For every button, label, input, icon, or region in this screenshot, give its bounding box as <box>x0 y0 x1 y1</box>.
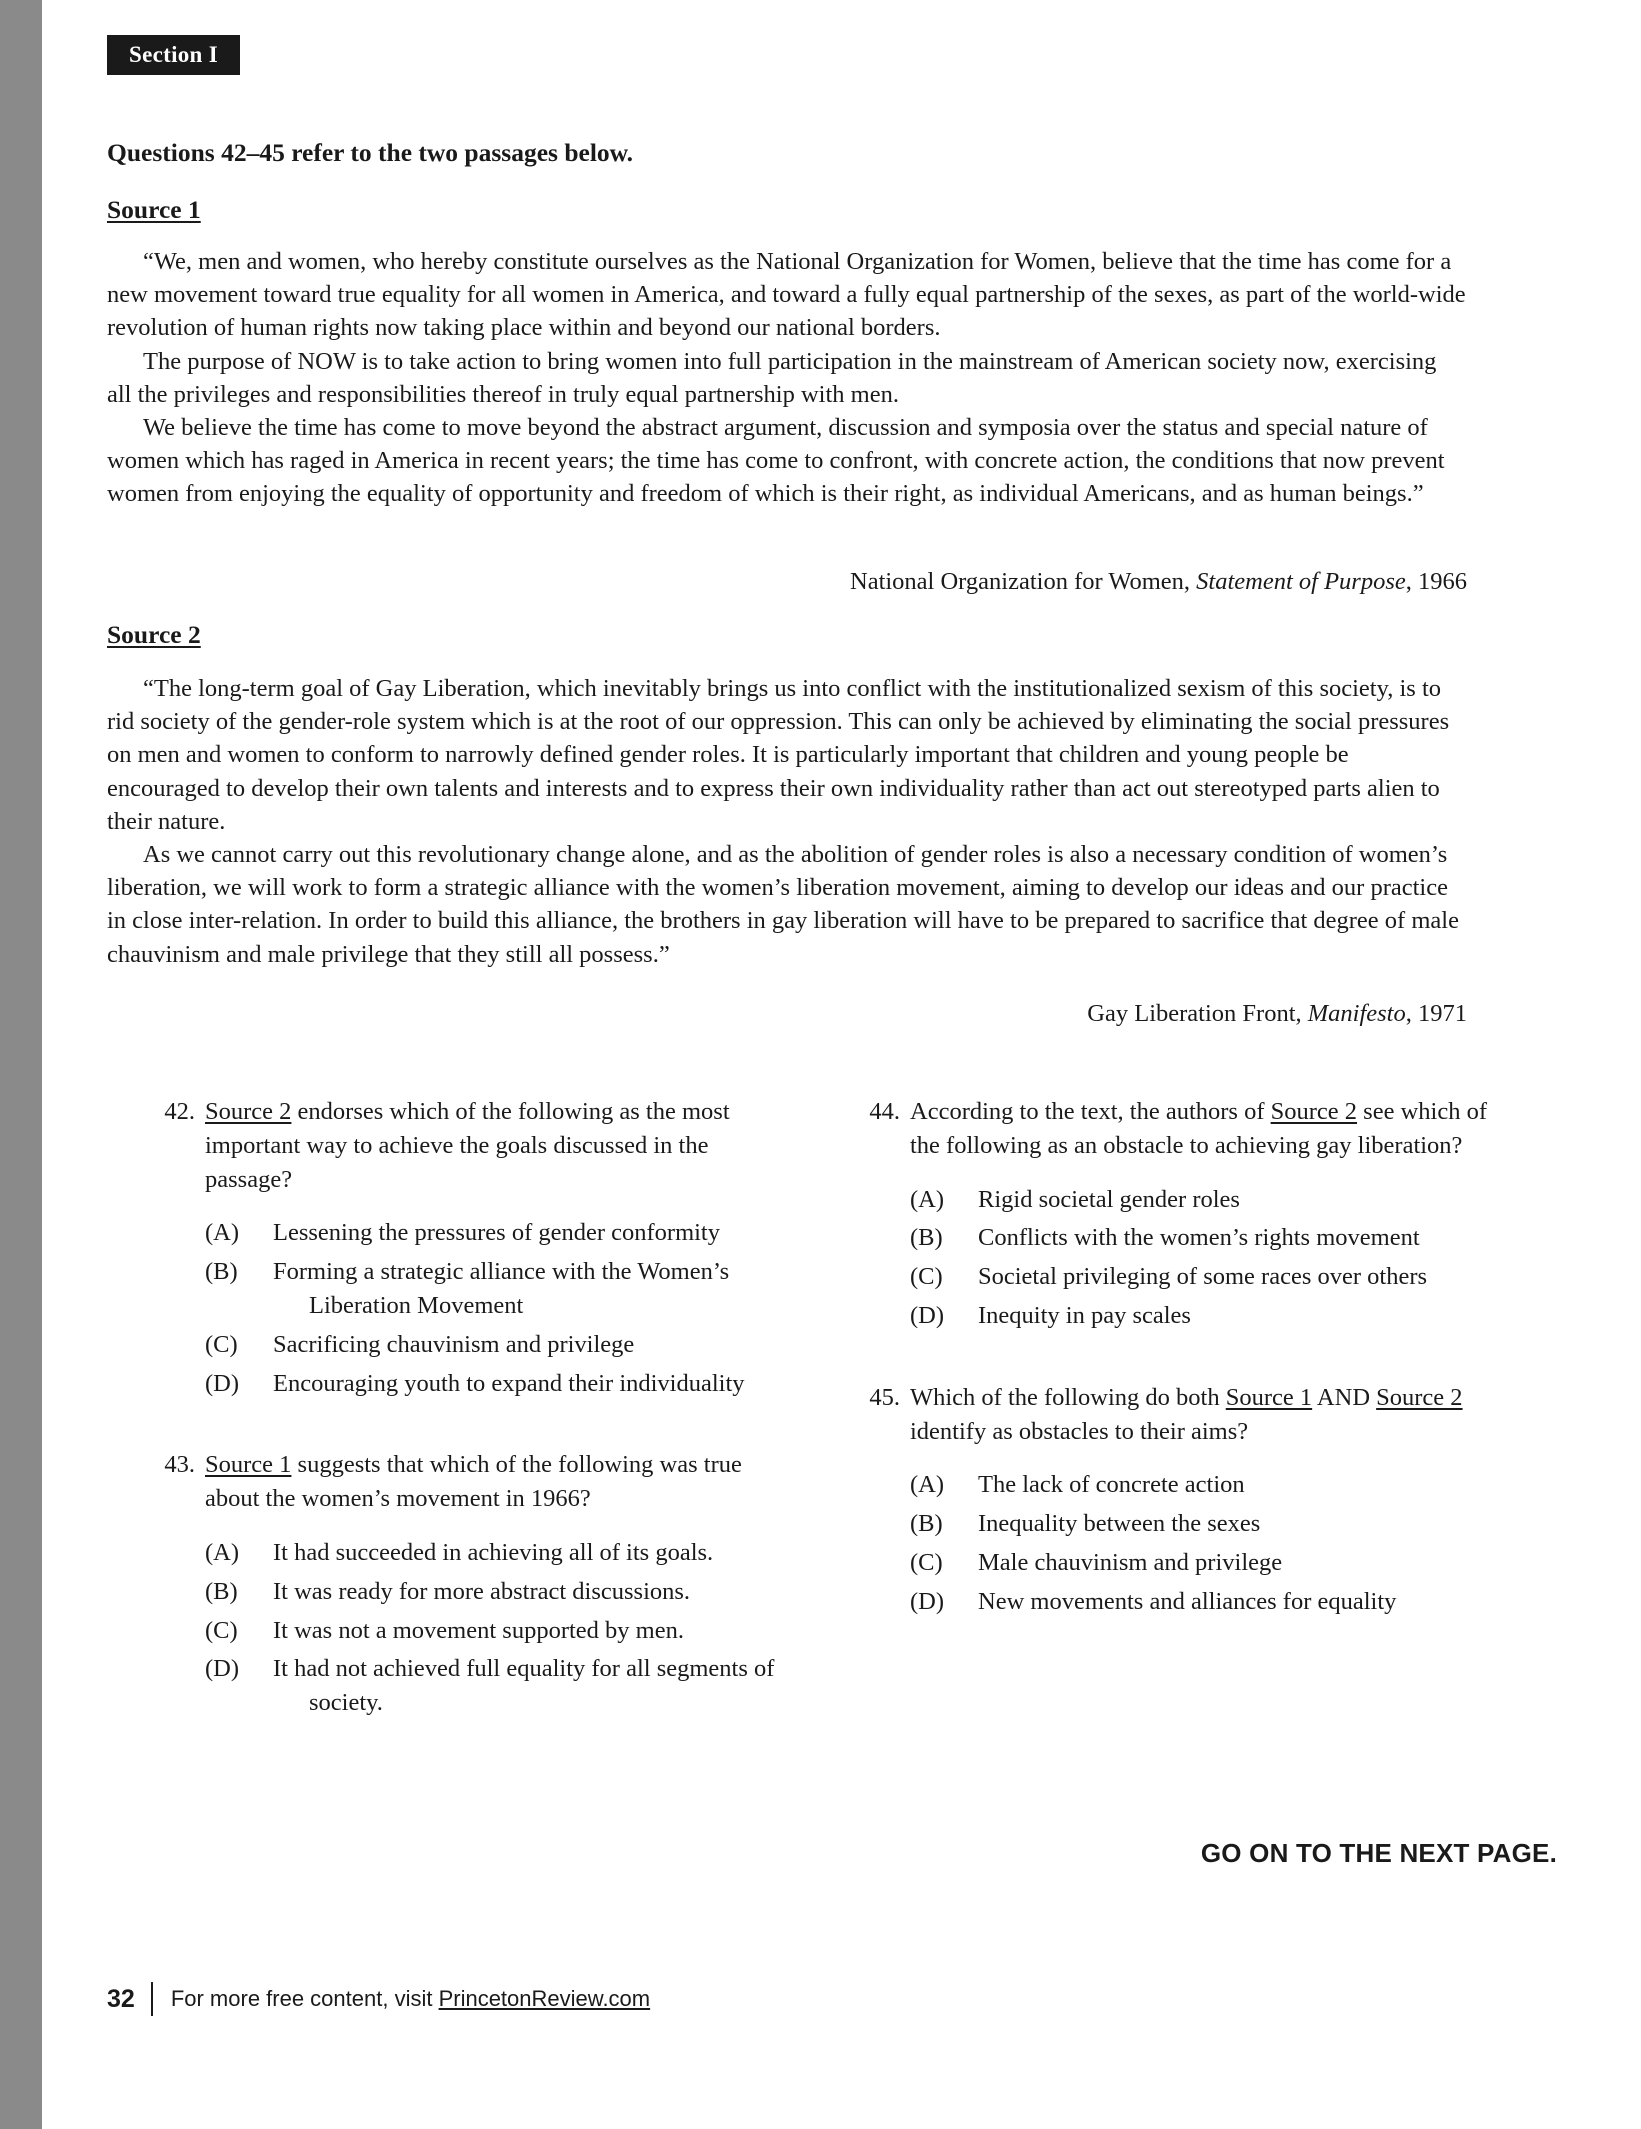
attribution-author: National Organization for Women, <box>850 568 1197 595</box>
footer-note <box>171 1986 650 2012</box>
source-1-paragraph: The purpose of NOW is to take action to bring women into full participation in the mainstream of American society now, exercising all the privileges and responsibilities thereof in truly equal partnership with men. <box>107 347 1437 408</box>
choice-text: Forming a strategic alliance with the Women’s <box>273 1258 730 1286</box>
source-2-paragraph: “The long-term goal of Gay Liberation, which inevitably brings us into conflict with the institutionalized sexism of this society, is to rid society of the gender-role system which is at the root of our oppression. This can only be achieved by eliminating the social pressures on men and women to conform to narrowly defined gender roles. It is particularly important that children and young people be encouraged to develop their own talents and interests and to express their own individuality rather than act out stereotyped parts alien to their nature. <box>107 675 1450 835</box>
choice-b[interactable] <box>910 1221 1492 1255</box>
stem-source-ref: Source 1 <box>205 1451 292 1479</box>
choice-c[interactable] <box>910 1260 1492 1294</box>
choice-letter: (D) <box>205 1655 240 1683</box>
question-45-choices <box>852 1468 1492 1618</box>
choice-text: Conflicts with the women’s rights movement <box>978 1224 1420 1252</box>
choice-text: New movements and alliances for equality <box>978 1587 1397 1615</box>
question-45-stem <box>852 1381 1492 1449</box>
choice-letter: (B) <box>910 1224 943 1252</box>
choice-text-continued: society. <box>309 1689 383 1717</box>
question-44-number: 44. <box>869 1098 900 1125</box>
question-44-stem <box>852 1095 1492 1163</box>
choice-b[interactable] <box>205 1255 787 1323</box>
footer-note-text: For more free content, visit <box>170 1986 439 2011</box>
choice-text: It had succeeded in achieving all of its goals. <box>273 1538 714 1566</box>
stem-post: endorses which of the following as the most important way to achieve the goals discussed in the passage? <box>205 1098 730 1193</box>
choice-a[interactable] <box>910 1183 1492 1217</box>
choice-letter: (D) <box>910 1301 945 1329</box>
stem-pre: According to the text, the authors of <box>910 1098 1271 1125</box>
choice-text: Lessening the pressures of gender conformity <box>273 1219 720 1247</box>
choice-text: Inequality between the sexes <box>978 1510 1261 1538</box>
choice-c[interactable] <box>205 1614 787 1648</box>
choice-letter: (C) <box>205 1330 238 1358</box>
question-column-left <box>147 1095 787 1750</box>
question-45 <box>852 1381 1492 1619</box>
choice-text: The lack of concrete action <box>978 1471 1245 1499</box>
choice-text: It was not a movement supported by men. <box>273 1616 684 1644</box>
stem-post: suggests that which of the following was true about the women’s movement in 1966? <box>205 1451 742 1513</box>
choice-text: Male chauvinism and privilege <box>978 1548 1283 1576</box>
choice-d[interactable] <box>205 1367 787 1401</box>
questions-reference-heading: Questions 42–45 refer to the two passages below. <box>107 138 634 167</box>
choice-letter: (B) <box>910 1510 943 1538</box>
choice-letter: (A) <box>910 1185 945 1213</box>
stem-source-ref-1: Source 1 <box>1225 1383 1313 1411</box>
choice-letter: (A) <box>205 1538 240 1566</box>
go-on-next-page-notice: GO ON TO THE NEXT PAGE. <box>1200 1838 1557 1868</box>
choice-text: It had not achieved full equality for all segments of <box>273 1655 775 1683</box>
attribution-title: Manifesto <box>1307 1000 1406 1027</box>
source-1-paragraph: “We, men and women, who hereby constitute ourselves as the National Organization for Women, believe that the time has come for a new movement toward true equality for all women in America, and toward a fully equal partnership of the sexes, as part of the world-wide revolution of human rights now taking place within and beyond our national borders. <box>107 248 1466 342</box>
choice-d[interactable] <box>910 1299 1492 1333</box>
stem-pre: Which of the following do both <box>910 1383 1226 1411</box>
choice-b[interactable] <box>910 1507 1492 1541</box>
source-2-attribution <box>107 1000 1467 1028</box>
choice-text: Sacrificing chauvinism and privilege <box>273 1330 635 1358</box>
page-sheet <box>42 0 1641 2129</box>
choice-c[interactable] <box>205 1328 787 1362</box>
footer-site-link[interactable]: PrincetonReview.com <box>438 1986 651 2011</box>
page-number: 32 <box>107 1984 135 2013</box>
source-1-label: Source 1 <box>107 195 201 224</box>
source-1-attribution <box>107 568 1467 596</box>
question-42-choices <box>147 1216 787 1400</box>
choice-letter: (D) <box>205 1369 240 1397</box>
left-margin-bar <box>0 0 42 2129</box>
choice-a[interactable] <box>205 1216 787 1250</box>
question-column-right <box>852 1095 1492 1649</box>
attribution-year: , 1971 <box>1405 1000 1467 1027</box>
question-43 <box>147 1448 787 1720</box>
choice-d[interactable] <box>205 1652 787 1720</box>
choice-text-continued: Liberation Movement <box>309 1291 524 1319</box>
choice-letter: (D) <box>910 1587 945 1615</box>
choice-letter: (A) <box>910 1471 945 1499</box>
question-44-choices <box>852 1183 1492 1333</box>
question-42-number: 42. <box>164 1098 195 1125</box>
choice-text: Encouraging youth to expand their individuality <box>273 1369 745 1397</box>
stem-source-ref: Source 2 <box>1270 1098 1358 1125</box>
choice-text: It was ready for more abstract discussions. <box>273 1577 691 1605</box>
stem-post: see which of the following as an obstacle to achieving gay liberation? <box>910 1098 1487 1159</box>
attribution-title: Statement of Purpose <box>1196 568 1406 595</box>
source-1-paragraph: We believe the time has come to move beyond the abstract argument, discussion and symposia over the status and special nature of women which has raged in America in recent years; the time has come to confront, with concrete action, the conditions that now prevent women from enjoying the equality of opportunity and freedom of which is their right, as individual Americans, and as human beings.” <box>107 413 1445 508</box>
choice-c[interactable] <box>910 1546 1492 1580</box>
attribution-author: Gay Liberation Front, <box>1087 1000 1308 1027</box>
choice-letter: (C) <box>910 1263 943 1291</box>
source-2-passage <box>107 672 1467 971</box>
question-43-stem <box>147 1448 787 1516</box>
source-2-label: Source 2 <box>107 620 201 649</box>
stem-source-ref: Source 2 <box>205 1098 292 1125</box>
choice-letter: (C) <box>910 1548 943 1576</box>
choice-letter: (A) <box>205 1219 240 1247</box>
choice-a[interactable] <box>910 1468 1492 1502</box>
section-label: Section I <box>107 35 240 75</box>
source-1-passage <box>107 245 1467 511</box>
source-2-paragraph: As we cannot carry out this revolutionary change alone, and as the abolition of gender roles is also a necessary condition of women’s liberation, we will work to form a strategic alliance with the women’s liberation movement, aiming to develop our ideas and our practice in close inter-relation. In order to build this alliance, the brothers in gay liberation will have to be prepared to sacrifice that degree of male chauvinism and male privilege that they still all possess.” <box>107 840 1459 968</box>
stem-mid: AND <box>1312 1383 1377 1411</box>
stem-source-ref-2: Source 2 <box>1376 1383 1463 1411</box>
choice-text: Inequity in pay scales <box>978 1301 1191 1329</box>
question-43-number: 43. <box>164 1451 195 1479</box>
page-footer <box>107 1982 650 2016</box>
attribution-year: , 1966 <box>1405 568 1467 595</box>
question-42 <box>147 1095 787 1400</box>
question-43-choices <box>147 1536 787 1720</box>
choice-letter: (C) <box>205 1616 238 1644</box>
question-45-number: 45. <box>869 1383 900 1411</box>
stem-post: identify as obstacles to their aims? <box>910 1417 1249 1445</box>
choice-b[interactable] <box>205 1575 787 1609</box>
question-44 <box>852 1095 1492 1333</box>
choice-d[interactable] <box>910 1585 1492 1619</box>
question-42-stem <box>147 1095 787 1196</box>
choice-text: Rigid societal gender roles <box>978 1185 1240 1213</box>
choice-a[interactable] <box>205 1536 787 1570</box>
choice-text: Societal privileging of some races over others <box>978 1263 1428 1291</box>
choice-letter: (B) <box>205 1577 238 1605</box>
choice-letter: (B) <box>205 1258 238 1286</box>
footer-divider <box>151 1982 153 2016</box>
